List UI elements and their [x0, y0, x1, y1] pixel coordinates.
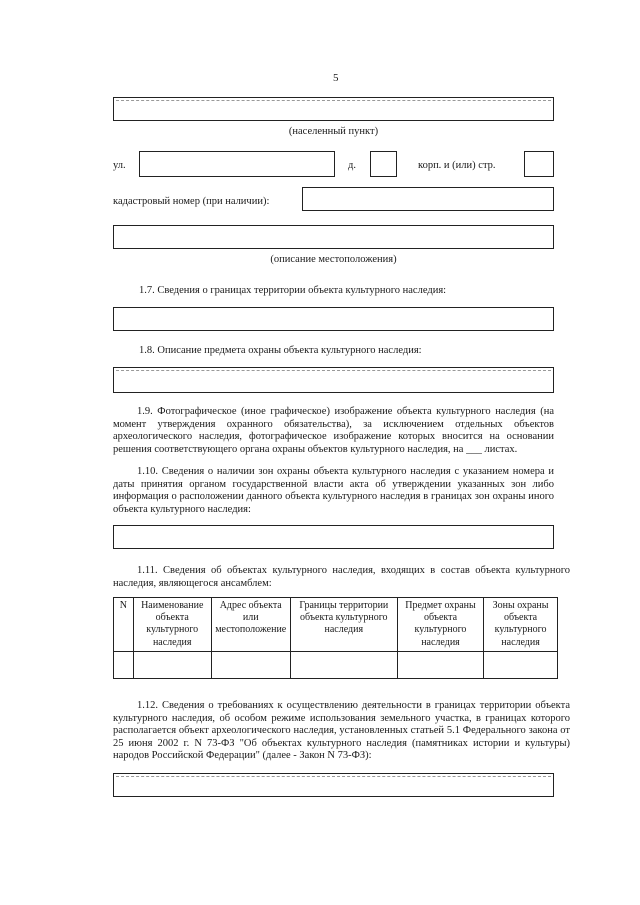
- section-1-12-text: [113, 700, 570, 763]
- section-1-8-field[interactable]: [113, 367, 554, 393]
- column-header: Зоны охраны объекта культурного наследия: [484, 598, 558, 652]
- settlement-caption: (населенный пункт): [288, 126, 379, 137]
- column-header: N: [114, 598, 134, 652]
- table-cell[interactable]: [133, 651, 211, 678]
- section-1-10-text: [113, 466, 554, 516]
- house-label: д.: [348, 160, 356, 171]
- building-field[interactable]: [524, 151, 554, 177]
- section-1-8-heading: 1.8. Описание предмета охраны объекта культурного наследия:: [139, 345, 422, 356]
- ensemble-objects-table: [113, 597, 558, 679]
- column-header: Наименование объекта культурного наследия: [133, 598, 211, 652]
- section-1-9-text: [113, 406, 554, 456]
- table-cell[interactable]: [114, 651, 134, 678]
- settlement-field[interactable]: [113, 97, 554, 121]
- page-number: 5: [333, 72, 339, 84]
- section-1-7-heading: 1.7. Сведения о границах территории объекта культурного наследия:: [139, 285, 447, 296]
- location-description-caption: (описание местоположения): [270, 254, 397, 265]
- building-label: корп. и (или) стр.: [418, 160, 496, 171]
- street-label: ул.: [113, 160, 126, 171]
- table-row: [114, 651, 558, 678]
- location-description-field[interactable]: [113, 225, 554, 249]
- section-1-12-body: 1.12. Сведения о требованиях к осуществлению деятельности в границах территории объекта культурного наследия, об особом режиме использования земельного участка, в границах которого располагается объект археологического наследия, установленных статьей 5.1 Федерального закона от 25 июня 2002 г. N 73-ФЗ "Об объектах культурного наследия (памятниках истории и культуры) народов Российской Федерации" (далее - Закон N 73-ФЗ):: [113, 700, 570, 762]
- section-1-9-body: 1.9. Фотографическое (иное графическое) изображение объекта культурного наследия (на момент утверждения охранного обязательства), за исключением отдельных объектов археологического наследия, фотографическое изображение которых вносится на основании решения соответствующего органа охраны объектов культурного наследия, на ___ листах.: [113, 406, 554, 455]
- section-1-10-field[interactable]: [113, 525, 554, 549]
- section-1-12-field[interactable]: [113, 773, 554, 797]
- table-header-row: [114, 598, 558, 652]
- table-cell[interactable]: [290, 651, 397, 678]
- cadastral-field[interactable]: [302, 187, 554, 211]
- column-header: Границы территории объекта культурного наследия: [290, 598, 397, 652]
- section-1-11-body: 1.11. Сведения об объектах культурного наследия, входящих в состав объекта культурного наследия, являющегося ансамблем:: [113, 565, 570, 589]
- column-header: Предмет охраны объекта культурного наследия: [397, 598, 483, 652]
- table-cell[interactable]: [211, 651, 290, 678]
- street-field[interactable]: [139, 151, 335, 177]
- house-field[interactable]: [370, 151, 397, 177]
- section-1-11-text: [113, 565, 570, 590]
- section-1-7-field[interactable]: [113, 307, 554, 331]
- cadastral-label: кадастровый номер (при наличии):: [113, 196, 270, 207]
- table-cell[interactable]: [397, 651, 483, 678]
- column-header: Адрес объекта или местоположение: [211, 598, 290, 652]
- table-cell[interactable]: [484, 651, 558, 678]
- section-1-10-body: 1.10. Сведения о наличии зон охраны объекта культурного наследия с указанием номера и даты принятия органом государственной власти акта об утверждении указанных зон либо информация о расположении данного объекта культурного наследия в границах зон охраны иного объекта культурного наследия:: [113, 466, 554, 515]
